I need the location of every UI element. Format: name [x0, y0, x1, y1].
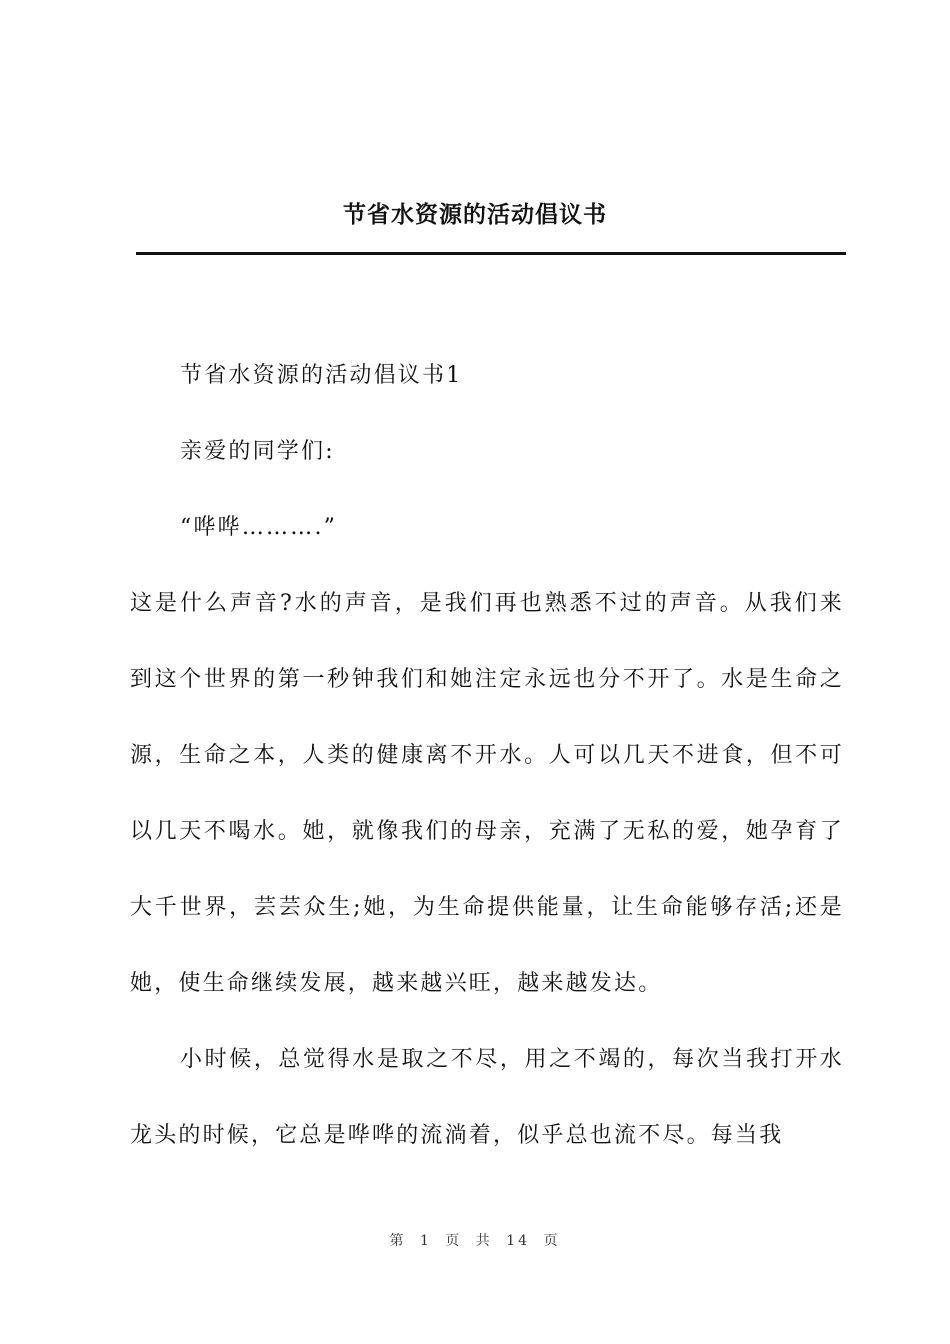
paragraph-quote: “哗哗……….” — [180, 515, 338, 540]
document-body — [130, 338, 844, 1174]
page-number-footer: 第 1 页 共 14 页 — [389, 1233, 561, 1249]
paragraph-body: 这是什么声音?水的声音，是我们再也熟悉不过的声音。从我们来到这个世界的第一秒钟我们和她注定永远也分不开了。水是生命之源，生命之本，人类的健康离不开水。人可以几天不进食，但不可以几天不喝水。她，就像我们的母亲，充满了无私的爱，她孕育了大千世界，芸芸众生;她，为生命提供能量，让生命能够存活;还是她，使生命继续发展，越来越兴旺，越来越发达。 — [130, 591, 844, 996]
paragraph-salutation: 亲爱的同学们: — [180, 439, 335, 464]
paragraph-heading: 节省水资源的活动倡议书1 — [180, 363, 463, 388]
paragraph-body: 小时候，总觉得水是取之不尽，用之不竭的，每次当我打开水龙头的时候，它总是哗哗的流淌着，似乎总也流不尽。每当我 — [130, 1047, 844, 1148]
document-title: 节省水资源的活动倡议书 — [343, 202, 607, 228]
title-divider — [136, 252, 846, 255]
